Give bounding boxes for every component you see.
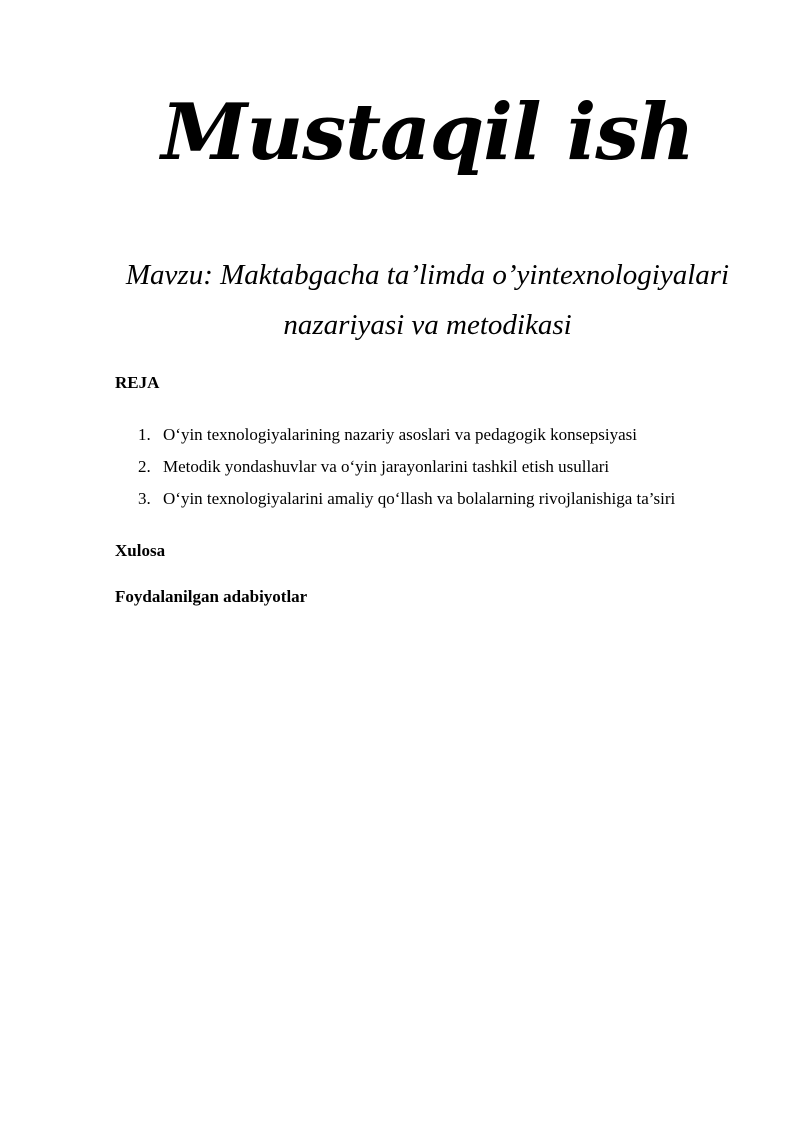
plan-item (138, 423, 675, 455)
plan-item-text: Metodik yondashuvlar va o‘yin jarayonlarini tashkil etish usullari (163, 457, 610, 476)
plan-item-number: 1. (138, 425, 151, 444)
references-heading: Foydalanilgan adabiyotlar (115, 587, 308, 606)
plan-item (138, 455, 675, 487)
plan-heading: REJA (115, 373, 160, 392)
plan-list (138, 423, 675, 519)
plan-item-text: O‘yin texnologiyalarining nazariy asoslari va pedagogik konsepsiyasi (163, 425, 637, 444)
plan-item-number: 2. (138, 457, 151, 476)
plan-item-text: O‘yin texnologiyalarini amaliy qo‘llash va bolalarning rivojlanishiga ta’siri (163, 489, 676, 508)
document-subject: Mavzu: Maktabgacha ta’limda o’yintexnologiyalari nazariyasi va metodikasi (125, 259, 730, 341)
plan-item-number: 3. (138, 489, 151, 508)
document-title: Mustaqil ish (161, 87, 694, 178)
conclusion-heading: Xulosa (115, 541, 166, 560)
plan-item (138, 487, 675, 519)
